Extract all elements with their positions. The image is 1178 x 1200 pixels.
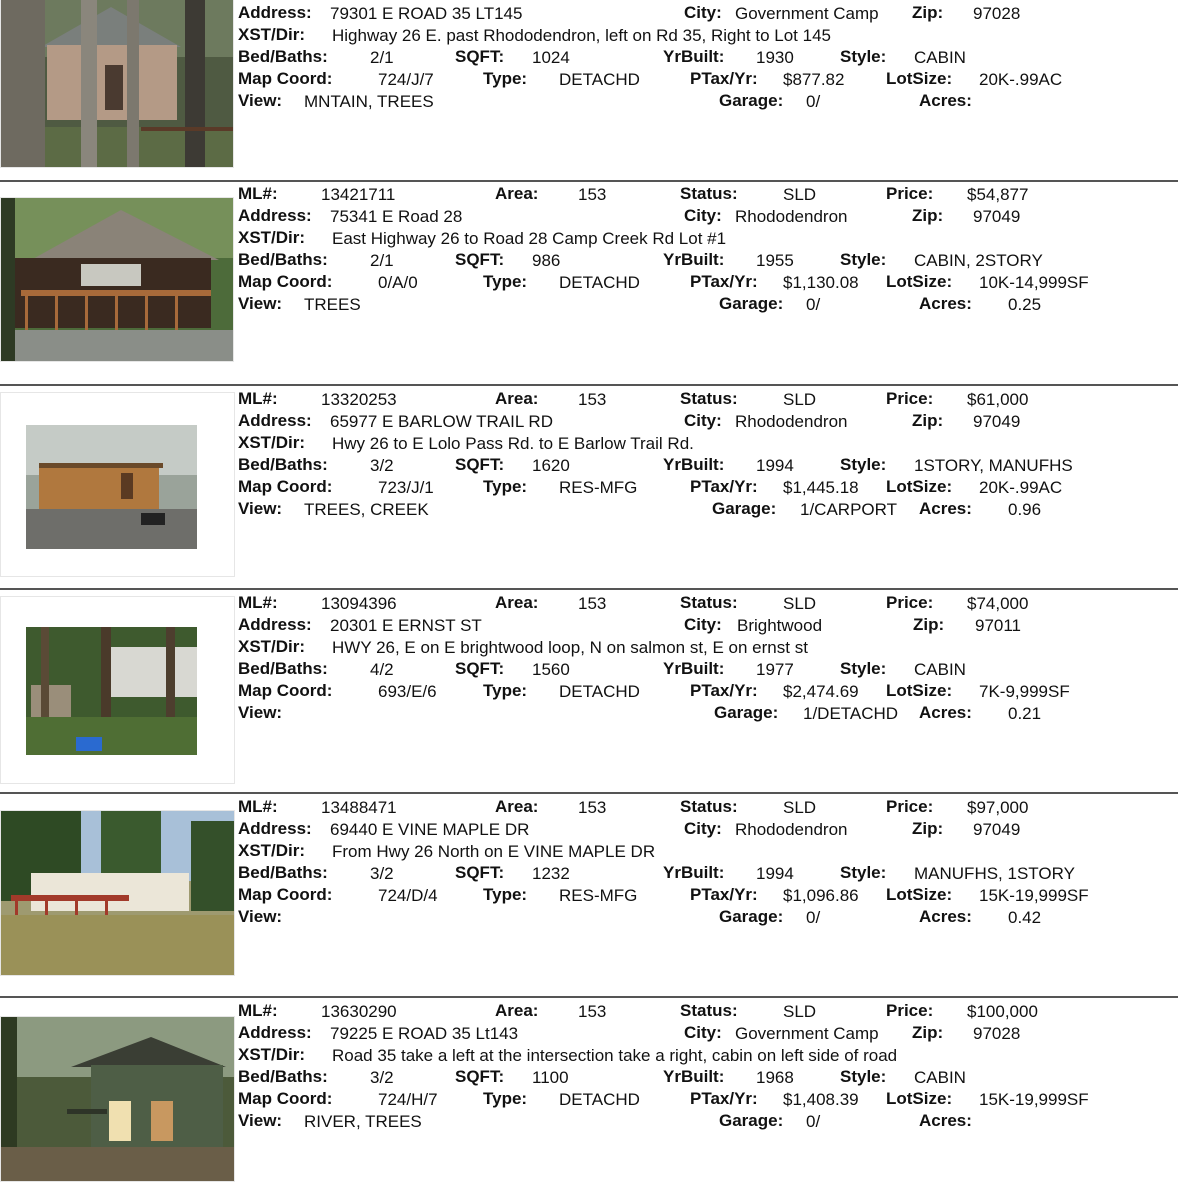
style-value: MANUFHS, 1STORY [914,864,1075,883]
garage-value: 1/DETACHD [803,704,899,723]
map-label: Map Coord: [238,1089,333,1108]
acres-label: Acres: [919,907,972,926]
lotsize-label: LotSize: [886,272,953,291]
xst-label: XST/Dir: [238,25,306,44]
lotsize-label: LotSize: [886,1089,953,1108]
area-value: 153 [578,594,607,613]
acres-label: Acres: [919,703,972,722]
garage-label: Garage: [719,91,784,110]
row-divider [0,180,1178,182]
row-divider [0,792,1178,794]
ptax-label: PTax/Yr: [690,272,758,291]
yrbuilt-label: YrBuilt: [663,1067,725,1086]
zip-value: 97049 [973,820,1021,839]
garage-label: Garage: [719,1111,784,1130]
price-label: Price: [886,593,934,612]
lotsize-value: 7K-9,999SF [979,682,1070,701]
address-label: Address: [238,206,312,225]
garage-label: Garage: [719,907,784,926]
map-label: Map Coord: [238,477,333,496]
yrbuilt-value: 1955 [756,251,794,270]
ml-label: ML#: [238,1001,278,1020]
area-label: Area: [495,1001,539,1020]
zip-label: Zip: [913,615,945,634]
xst-value: East Highway 26 to Road 28 Camp Creek Rd Lot #1 [332,229,727,248]
price-label: Price: [886,797,934,816]
row-divider [0,384,1178,386]
price-value: $97,000 [967,798,1029,817]
ptax-label: PTax/Yr: [690,477,758,496]
sqft-value: 1620 [532,456,570,475]
status-label: Status: [680,184,738,203]
sqft-label: SQFT: [455,863,505,882]
city-value: Rhododendron [735,207,848,226]
sqft-value: 1232 [532,864,570,883]
ptax-label: PTax/Yr: [690,681,758,700]
garage-value: 0/ [806,1112,821,1131]
bed-label: Bed/Baths: [238,47,328,66]
listing-3 [0,588,1178,792]
xst-value: Hwy 26 to E Lolo Pass Rd. to E Barlow Trail Rd. [332,434,694,453]
city-value: Rhododendron [735,820,848,839]
style-label: Style: [840,659,887,678]
city-value: Government Camp [735,1024,879,1043]
zip-label: Zip: [912,206,944,225]
price-value: $100,000 [967,1002,1038,1021]
city-value: Rhododendron [735,412,848,431]
area-label: Area: [495,389,539,408]
bed-value: 2/1 [370,251,394,270]
xst-label: XST/Dir: [238,228,306,247]
type-label: Type: [483,885,528,904]
status-label: Status: [680,593,738,612]
price-value: $61,000 [967,390,1029,409]
acres-label: Acres: [919,91,972,110]
price-value: $54,877 [967,185,1029,204]
bed-label: Bed/Baths: [238,250,328,269]
ml-value: 13320253 [321,390,397,409]
lotsize-value: 20K-.99AC [979,70,1063,89]
bed-label: Bed/Baths: [238,455,328,474]
bed-value: 4/2 [370,660,394,679]
zip-value: 97028 [973,1024,1021,1043]
ptax-label: PTax/Yr: [690,69,758,88]
view-label: View: [238,907,283,926]
listing-0 [0,0,1178,180]
address-value: 75341 E Road 28 [330,207,463,226]
xst-value: Highway 26 E. past Rhododendron, left on Rd 35, Right to Lot 145 [332,26,831,45]
ml-value: 13094396 [321,594,397,613]
garage-label: Garage: [712,499,777,518]
sqft-label: SQFT: [455,47,505,66]
ptax-value: $2,474.69 [783,682,859,701]
view-value: TREES, CREEK [304,500,429,519]
map-value: 693/E/6 [378,682,437,701]
style-label: Style: [840,1067,887,1086]
sqft-value: 1024 [532,48,570,67]
acres-value: 0.25 [1008,295,1042,314]
lotsize-label: LotSize: [886,69,953,88]
zip-value: 97011 [975,616,1022,635]
map-value: 723/J/1 [378,478,434,497]
acres-value: 0.96 [1008,500,1042,519]
price-label: Price: [886,184,934,203]
property-photo[interactable] [0,596,235,784]
status-value: SLD [783,1002,817,1021]
area-label: Area: [495,184,539,203]
property-photo[interactable] [0,392,235,577]
yrbuilt-value: 1930 [756,48,794,67]
map-value: 724/H/7 [378,1090,438,1109]
type-value: DETACHD [559,273,640,292]
bed-label: Bed/Baths: [238,1067,328,1086]
sqft-label: SQFT: [455,659,505,678]
address-value: 20301 E ERNST ST [330,616,482,635]
address-value: 65977 E BARLOW TRAIL RD [330,412,553,431]
ml-label: ML#: [238,184,278,203]
style-label: Style: [840,250,887,269]
city-label: City: [684,3,722,22]
view-label: View: [238,1111,283,1130]
area-value: 153 [578,1002,607,1021]
style-label: Style: [840,47,887,66]
bed-label: Bed/Baths: [238,863,328,882]
city-label: City: [684,819,722,838]
yrbuilt-value: 1994 [756,864,794,883]
ml-label: ML#: [238,389,278,408]
lotsize-label: LotSize: [886,477,953,496]
map-label: Map Coord: [238,272,333,291]
type-value: DETACHD [559,70,640,89]
view-label: View: [238,91,283,110]
type-label: Type: [483,272,528,291]
ptax-value: $1,096.86 [783,886,859,905]
city-label: City: [684,615,722,634]
yrbuilt-value: 1994 [756,456,794,475]
view-label: View: [238,499,283,518]
type-label: Type: [483,477,528,496]
view-value: MNTAIN, TREES [304,92,434,111]
address-label: Address: [238,1023,312,1042]
lotsize-label: LotSize: [886,681,953,700]
xst-value: From Hwy 26 North on E VINE MAPLE DR [332,842,656,861]
acres-value: 0.21 [1008,704,1042,723]
listing-1 [0,180,1178,384]
city-label: City: [684,206,722,225]
ptax-value: $1,445.18 [783,478,859,497]
zip-label: Zip: [912,819,944,838]
garage-value: 0/ [806,92,821,111]
status-value: SLD [783,185,817,204]
type-label: Type: [483,681,528,700]
lotsize-value: 15K-19,999SF [979,886,1089,905]
area-value: 153 [578,390,607,409]
property-photo[interactable] [0,197,234,362]
map-value: 0/A/0 [378,273,418,292]
style-value: CABIN, 2STORY [914,251,1043,270]
zip-value: 97049 [973,412,1021,431]
property-photo[interactable] [0,810,235,976]
zip-value: 97049 [973,207,1021,226]
zip-label: Zip: [912,411,944,430]
yrbuilt-label: YrBuilt: [663,455,725,474]
xst-value: Road 35 take a left at the intersection take a right, cabin on left side of road [332,1046,898,1065]
city-value: Brightwood [737,616,823,635]
listing-2 [0,384,1178,588]
view-value: TREES [304,295,361,314]
ptax-value: $1,130.08 [783,273,859,292]
garage-value: 0/ [806,908,821,927]
type-label: Type: [483,69,528,88]
address-label: Address: [238,3,312,22]
garage-label: Garage: [719,294,784,313]
row-divider [0,996,1178,998]
yrbuilt-value: 1977 [756,660,794,679]
map-value: 724/J/7 [378,70,434,89]
zip-label: Zip: [912,1023,944,1042]
type-value: DETACHD [559,1090,640,1109]
type-value: RES-MFG [559,886,638,905]
sqft-label: SQFT: [455,455,505,474]
row-divider [0,588,1178,590]
garage-value: 1/CARPORT [800,500,897,519]
sqft-label: SQFT: [455,250,505,269]
lotsize-label: LotSize: [886,885,953,904]
zip-label: Zip: [912,3,944,22]
listing-4 [0,792,1178,996]
bed-value: 3/2 [370,1068,394,1087]
bed-value: 3/2 [370,864,394,883]
price-label: Price: [886,389,934,408]
address-label: Address: [238,615,312,634]
style-value: CABIN [914,48,966,67]
property-photo[interactable] [0,1016,235,1182]
ml-label: ML#: [238,797,278,816]
ml-value: 13630290 [321,1002,397,1021]
view-label: View: [238,294,283,313]
acres-label: Acres: [919,294,972,313]
style-value: 1STORY, MANUFHS [914,456,1073,475]
lotsize-value: 10K-14,999SF [979,273,1089,292]
status-label: Status: [680,797,738,816]
acres-value: 0.42 [1008,908,1042,927]
type-value: DETACHD [559,682,640,701]
ml-value: 13488471 [321,798,397,817]
address-value: 79301 E ROAD 35 LT145 [330,4,523,23]
type-value: RES-MFG [559,478,638,497]
area-label: Area: [495,797,539,816]
zip-value: 97028 [973,4,1021,23]
yrbuilt-label: YrBuilt: [663,250,725,269]
bed-value: 3/2 [370,456,394,475]
area-value: 153 [578,185,607,204]
listing-5 [0,996,1178,1200]
yrbuilt-label: YrBuilt: [663,47,725,66]
view-label: View: [238,703,283,722]
xst-label: XST/Dir: [238,637,306,656]
xst-label: XST/Dir: [238,1045,306,1064]
map-value: 724/D/4 [378,886,438,905]
yrbuilt-label: YrBuilt: [663,863,725,882]
yrbuilt-value: 1968 [756,1068,794,1087]
garage-label: Garage: [714,703,779,722]
map-label: Map Coord: [238,681,333,700]
bed-label: Bed/Baths: [238,659,328,678]
address-value: 69440 E VINE MAPLE DR [330,820,530,839]
style-value: CABIN [914,1068,966,1087]
sqft-label: SQFT: [455,1067,505,1086]
sqft-value: 1100 [532,1068,569,1087]
address-label: Address: [238,411,312,430]
city-label: City: [684,411,722,430]
view-value: RIVER, TREES [304,1112,422,1131]
status-value: SLD [783,594,817,613]
sqft-value: 1560 [532,660,570,679]
xst-value: HWY 26, E on E brightwood loop, N on salmon st, E on ernst st [332,638,808,657]
address-label: Address: [238,819,312,838]
map-label: Map Coord: [238,885,333,904]
price-label: Price: [886,1001,934,1020]
style-label: Style: [840,455,887,474]
ptax-label: PTax/Yr: [690,1089,758,1108]
city-value: Government Camp [735,4,879,23]
xst-label: XST/Dir: [238,433,306,452]
status-label: Status: [680,389,738,408]
style-value: CABIN [914,660,966,679]
yrbuilt-label: YrBuilt: [663,659,725,678]
area-value: 153 [578,798,607,817]
map-label: Map Coord: [238,69,333,88]
address-value: 79225 E ROAD 35 Lt143 [330,1024,519,1043]
lotsize-value: 20K-.99AC [979,478,1063,497]
garage-value: 0/ [806,295,821,314]
area-label: Area: [495,593,539,612]
ptax-label: PTax/Yr: [690,885,758,904]
status-value: SLD [783,390,817,409]
ptax-value: $877.82 [783,70,845,89]
lotsize-value: 15K-19,999SF [979,1090,1089,1109]
price-value: $74,000 [967,594,1029,613]
type-label: Type: [483,1089,528,1108]
sqft-value: 986 [532,251,561,270]
xst-label: XST/Dir: [238,841,306,860]
ptax-value: $1,408.39 [783,1090,859,1109]
city-label: City: [684,1023,722,1042]
property-photo[interactable] [0,0,234,168]
bed-value: 2/1 [370,48,394,67]
status-value: SLD [783,798,817,817]
style-label: Style: [840,863,887,882]
ml-value: 13421711 [321,185,396,204]
acres-label: Acres: [919,499,972,518]
ml-label: ML#: [238,593,278,612]
acres-label: Acres: [919,1111,972,1130]
status-label: Status: [680,1001,738,1020]
